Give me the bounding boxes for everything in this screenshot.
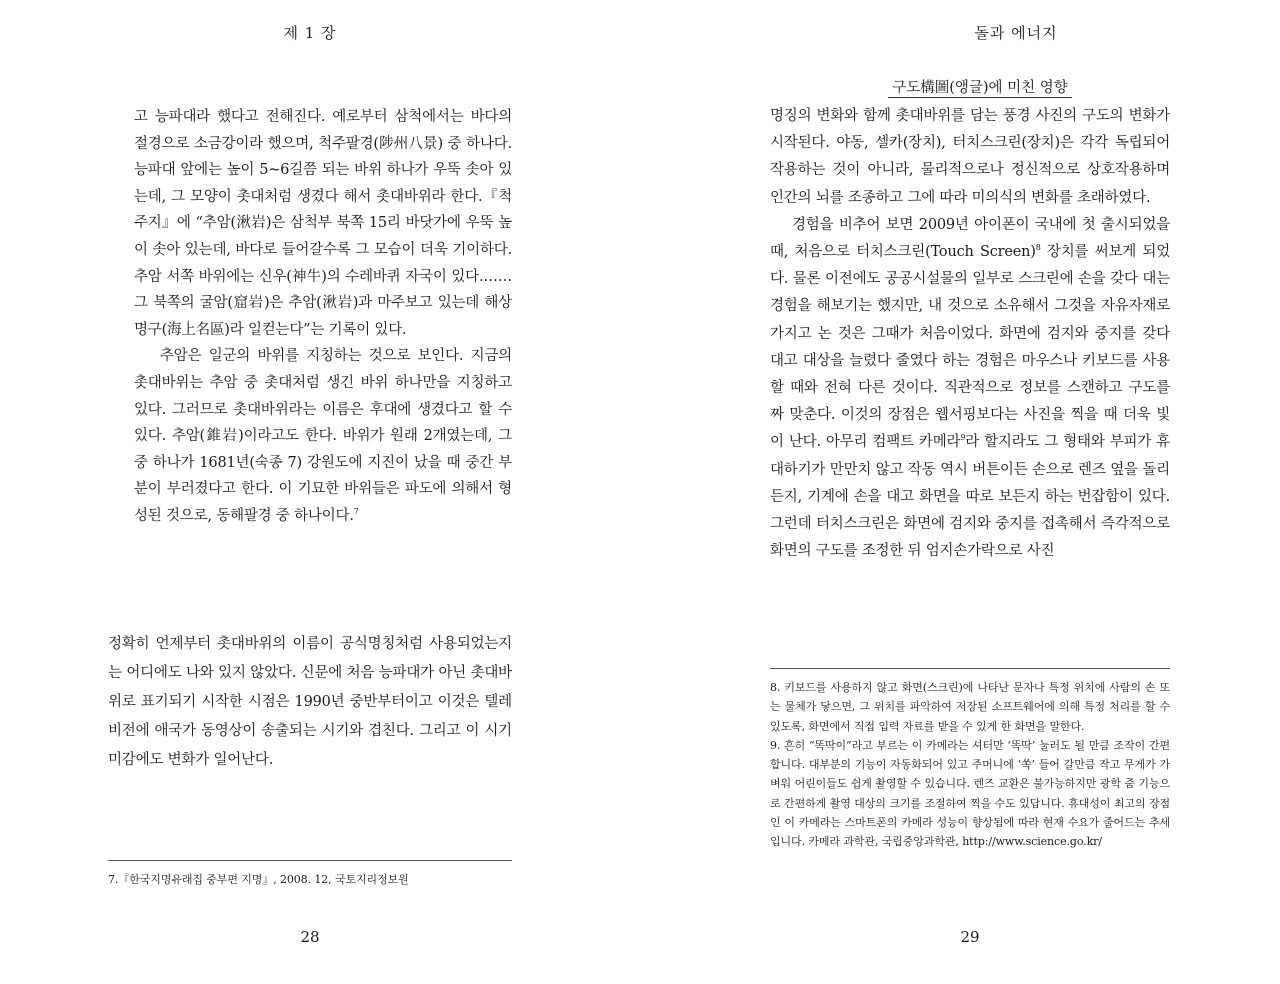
body-paragraph-text: 장치를 써보게 되었다. 물론 이전에도 공공시설물의 일부로 스크린에 손을 갖다 대는 경험을 해보기는 했지만, 내 것으로 소유해서 그것을 자유자재로 가지고 논 것은 그때가 처음이었다. 화면에 검지와 중지를 갖다 대고 대상을 늘렸다 줄였다 하는 경험은 마우스나 키보드를 사용할 때와 전혀 다른 것이다. 직관적으로 정보를 스캔하고 구도를 짜 맞춘다. 이것의 장점은 웹서핑보다는 사진을 찍을 때 더욱 빛이 난다. 아무리 컴팩트 카메라 [770,244,1170,451]
page-number-right: 29 [960,928,980,946]
body-text-left [108,630,512,775]
footnotes-left [108,870,512,889]
footnote-divider [108,860,512,861]
right-page [640,0,1280,984]
footnote-8: 8. 키보드를 사용하지 않고 화면(스크린)에 나타난 문자나 특정 위치에 사람의 손 또는 물체가 닿으면, 그 위치를 파악하여 저장된 소프트웨어에 의해 특정 처리를 할 수 있도록, 화면에서 직접 입력 자료를 받을 수 있게 한 화면을 말한다. [770,681,1170,733]
running-head-left: 제 1 장 [283,24,337,42]
section-heading [880,78,1080,98]
footnote-divider [770,668,1170,669]
body-paragraph-text: 라 할지라도 그 형태와 부피가 휴대하기가 만만치 않고 작동 역시 버튼이든 손으로 렌즈 옆을 돌리든지, 기계에 손을 대고 화면을 따로 보든지 하는 번잡함이 있다. 그런데 터치스크린은 화면에 검지와 중지를 접촉해서 즉각적으로 화면의 구도를 조정한 뒤 엄지손가락으로 사진 [770,434,1170,560]
footnote-marker-9[interactable]: 9 [960,433,966,443]
footnotes-right [770,678,1170,852]
footnote-9: 9. 흔히 “똑딱이”라고 부르는 이 카메라는 셔터만 ‘똑딱’ 눌러도 될 만큼 조작이 간편합니다. 대부분의 기능이 자동화되어 있고 주머니에 ‘쏙’ 들어 갈만큼 작고 무게가 가벼워 어린이들도 쉽게 촬영할 수 있습니다. 렌즈 교환은 불가능하지만 광학 줌 기능으로 간편하게 촬영 대상의 크기를 조절하여 찍을 수도 있답니다. 휴대성이 최고의 장점인 이 카메라는 스마트폰의 카메라 성능이 향상됨에 따라 현재 수요가 줄어드는 추세입니다. 카메라 과학관, 국립중앙과학관, http://www.science.go.kr/ [770,738,1170,849]
body-text-right [770,103,1170,565]
body-paragraph-text: 경험을 비추어 보면 2009년 아이폰이 국내에 첫 출시되었을 때, 처음으로 터치스크린(Touch Screen) [770,216,1170,261]
quoted-passage [134,104,512,530]
footnote-marker-8[interactable]: 8 [1035,243,1041,253]
running-head-right: 돌과 에너지 [974,24,1058,42]
body-paragraph [770,212,1170,566]
body-paragraph: 정확히 언제부터 촛대바위의 이름이 공식명칭처럼 사용되었는지는 어디에도 나와 있지 않았다. 신문에 처음 능파대가 아닌 촛대바위로 표기되기 시작한 시점은 1990년 중반부터이고 이것은 텔레비전에 애국가 동영상이 송출되는 시기와 겹친다. 그리고 이 시기 미감에도 변화가 일어난다. [108,636,512,768]
quote-paragraph-text: 추암은 일군의 바위를 지칭하는 것으로 보인다. 지금의 촛대바위는 추암 중 촛대처럼 생긴 바위 하나만을 지칭하고 있다. 그러므로 촛대바위라는 이름은 후대에 생겼다고 할 수 있다. 추암(錐岩)이라고도 한다. 바위가 원래 2개였는데, 그중 하나가 1681년(숙종 7) 강원도에 지진이 났을 때 중간 부분이 부러졌다고 한다. 이 기묘한 바위들은 파도에 의해서 형성된 것으로, 동해팔경 중 하나이다. [134,348,512,524]
quote-paragraph: 고 능파대라 했다고 전해진다. 예로부터 삼척에서는 바다의 절경으로 소금강이라 했으며, 척주팔경(陟州八景) 중 하나다. 능파대 앞에는 높이 5~6길쯤 되는 바위 하나가 우뚝 솟아 있는데, 그 모양이 촛대처럼 생겼다 해서 촛대바위라 한다.『척주지』에 “추암(湫岩)은 삼척부 북쪽 15리 바닷가에 우뚝 높이 솟아 있는데, 바다로 들어갈수록 그 모습이 더욱 기이하다. 추암 서쪽 바위에는 신우(神牛)의 수레바퀴 자국이 있다.…… 그 북쪽의 굴암(窟岩)은 추암(湫岩)과 마주보고 있는데 해상명구(海上名區)라 일컫는다”는 기록이 있다. [134,109,512,338]
section-heading-text: 구도構圖(앵글)에 미친 영향 [888,80,1072,98]
footnote-marker-7[interactable]: 7 [353,507,359,517]
page-number-left: 28 [300,928,320,946]
quote-paragraph [134,343,512,529]
body-paragraph: 명징의 변화와 함께 촛대바위를 담는 풍경 사진의 구도의 변화가 시작된다. 야동, 셀카(장치), 터치스크린(장치)은 각각 독립되어 작용하는 것이 아니라, 물리적으로나 정신적으로 상호작용하며 인간의 뇌를 조종하고 그에 따라 미의식의 변화를 초래하였다. [770,108,1170,206]
footnote-7: 7.『한국지명유래집 중부편 지명』, 2008. 12, 국토지리정보원 [108,873,409,886]
